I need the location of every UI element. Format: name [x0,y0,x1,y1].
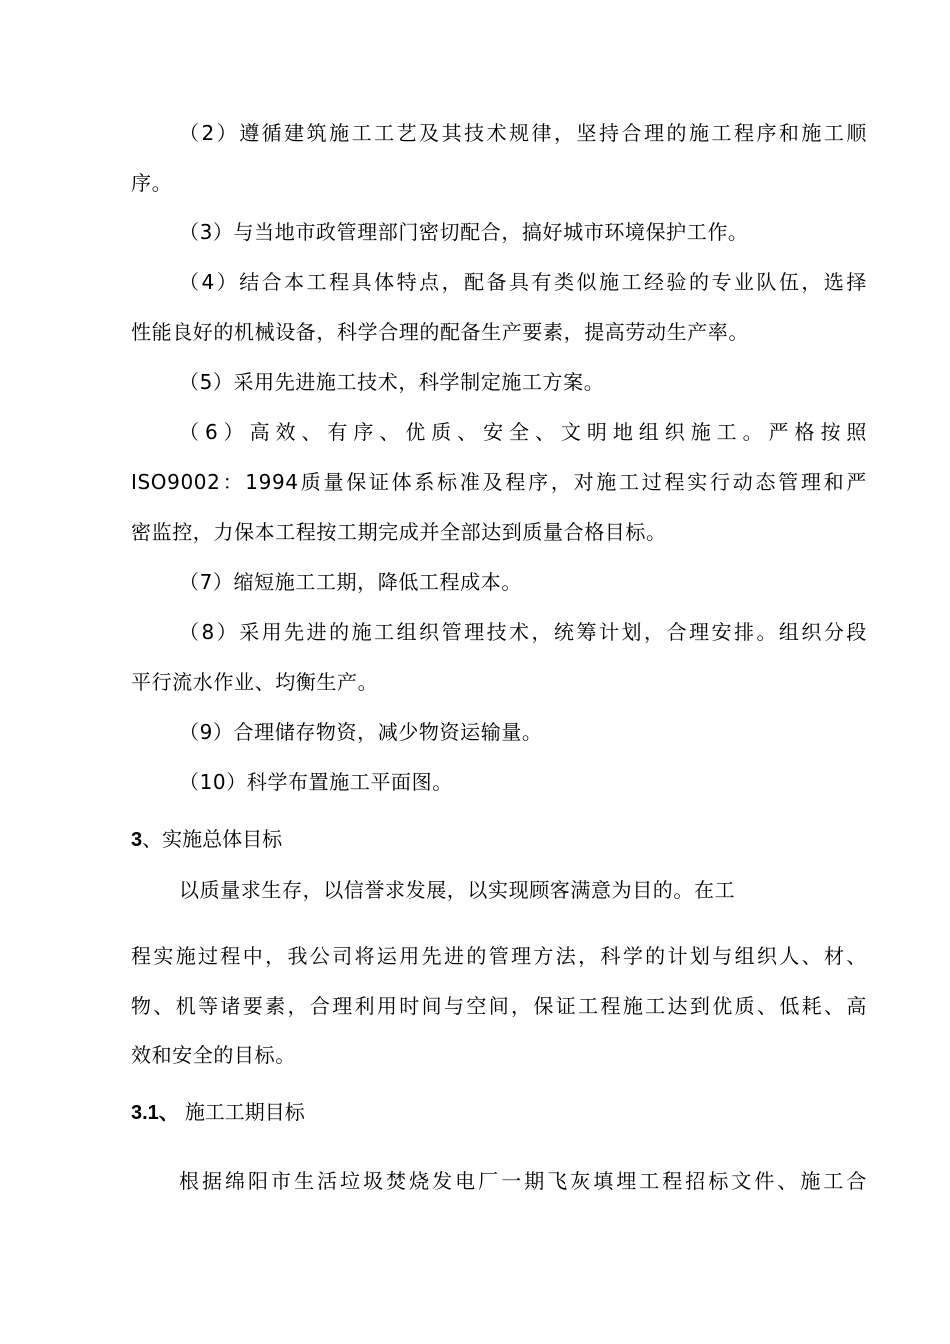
paragraph-line: 物、机等诸要素，合理利用时间与空间，保证工程施工达到优质、低耗、高 [131,994,867,1018]
section-number: 3.1、 [131,1102,179,1124]
paragraph-line: （8）采用先进的施工组织管理技术，统筹计划，合理安排。组织分段 [179,620,867,644]
paragraph-line: 性能良好的机械设备，科学合理的配备生产要素，提高劳动生产率。 [131,320,749,344]
paragraph-line: （5）采用先进施工技术，科学制定施工方案。 [179,370,605,394]
paragraph-line: 以质量求生存，以信誉求发展，以实现顾客满意为目的。在工 [179,878,736,902]
paragraph-line: （4）结合本工程具体特点，配备具有类似施工经验的专业队伍，选择 [179,270,867,294]
section-title: 施工工期目标 [184,1100,305,1124]
paragraph-line: 效和安全的目标。 [131,1043,296,1067]
paragraph-line: （10）科学布置施工平面图。 [179,770,453,794]
paragraph-line: （7）缩短施工工期，降低工程成本。 [179,570,522,594]
paragraph-line: ISO9002：1994质量保证体系标准及程序，对施工过程实行动态管理和严 [131,470,867,494]
paragraph-line: 平行流水作业、均衡生产。 [131,670,379,694]
paragraph-line: 程实施过程中，我公司将运用先进的管理方法，科学的计划与组织人、材、 [131,944,867,968]
paragraph-line: 序。 [131,171,173,195]
section-heading-3 [131,825,282,854]
paragraph-line: 根据绵阳市生活垃圾焚烧发电厂一期飞灰填埋工程招标文件、施工合 [179,1169,867,1193]
paragraph-line: （9）合理储存物资，减少物资运输量。 [179,720,543,744]
section-title: 、实施总体目标 [142,827,283,851]
paragraph-line: （3）与当地市政管理部门密切配合，搞好城市环境保护工作。 [179,220,749,244]
paragraph-line: （6）高效、有序、优质、安全、文明地组织施工。严格按照 [179,420,867,444]
section-number: 3 [131,829,143,851]
paragraph-line: 密监控，力保本工程按工期完成并全部达到质量合格目标。 [131,520,667,544]
section-heading-3-1 [131,1098,305,1127]
paragraph-line: （2）遵循建筑施工工艺及其技术规律，坚持合理的施工程序和施工顺 [179,121,867,145]
